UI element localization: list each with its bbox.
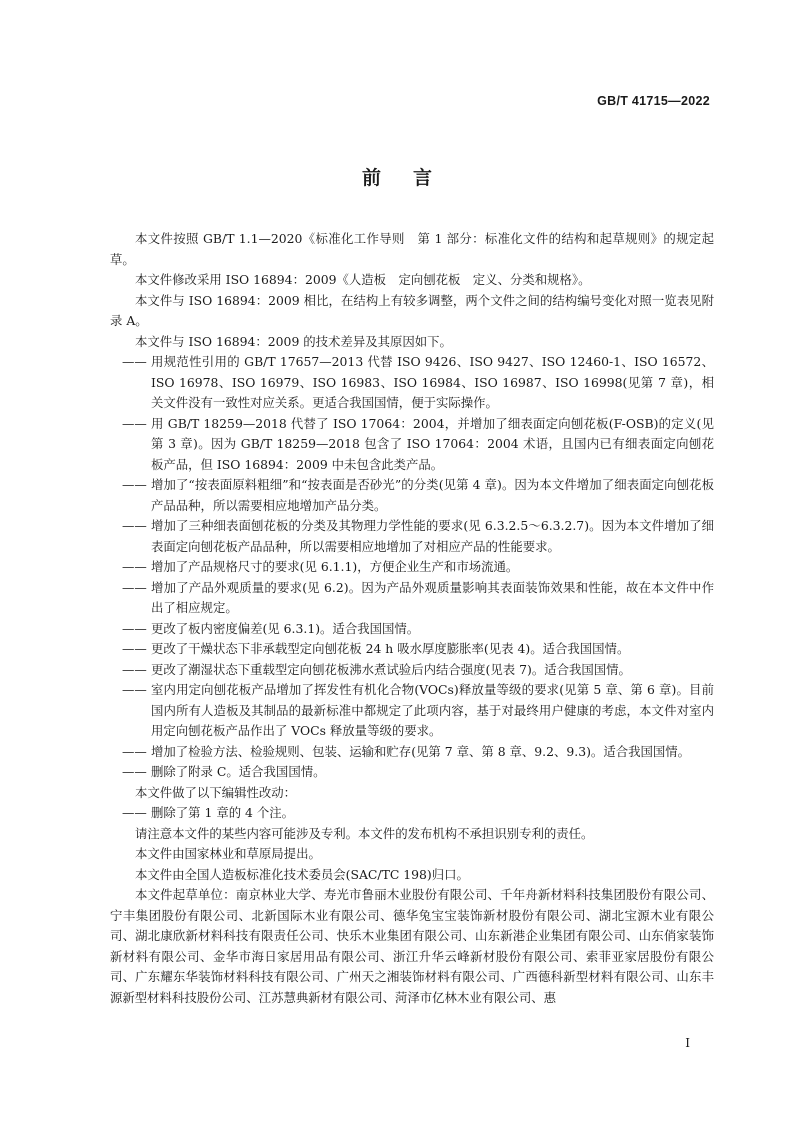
dash-mark: —— (122, 518, 147, 533)
dash-mark: —— (122, 620, 147, 636)
list-item (110, 619, 714, 640)
list-item (110, 475, 714, 516)
page-title: 前言 (361, 167, 464, 189)
dash-mark: —— (122, 641, 147, 656)
list-item (110, 762, 714, 783)
list-item (110, 352, 714, 414)
list-item-text: 增加了产品规格尺寸的要求(见 6.1.1)，方便企业生产和市场流通。 (151, 559, 519, 574)
list-item-text: 删除了附录 C。适合我国国情。 (151, 764, 326, 779)
list-item (110, 803, 714, 824)
dash-mark: —— (122, 579, 147, 595)
paragraph: 本文件按照 GB/T 1.1—2020《标准化工作导则 第 1 部分：标准化文件的结构和起草规则》的规定起草。 (110, 231, 714, 267)
list-item (110, 516, 714, 557)
paragraph: 本文件做了以下编辑性改动： (135, 784, 297, 800)
paragraph: 本文件修改采用 ISO 16894：2009《人造板 定向刨花板 定义、分类和规格》。 (135, 272, 591, 287)
paragraph: 本文件与 ISO 16894：2009 的技术差异及其原因如下。 (135, 333, 452, 349)
paragraph: 本文件由全国人造板标准化技术委员会(SAC/TC 198)归口。 (135, 866, 469, 882)
list-item-text: 增加了“按表面原料粗细”和“按表面是否砂光”的分类(见第 4 章)。因为本文件增加了细表面定向刨花板产品品种，所以需要相应地增加产品分类。 (151, 477, 714, 513)
dash-mark: —— (122, 477, 147, 492)
paragraph: 请注意本文件的某些内容可能涉及专利。本文件的发布机构不承担识别专利的责任。 (135, 825, 594, 841)
paragraph: 本文件与 ISO 16894：2009 相比，在结构上有较多调整，两个文件之间的结构编号变化对照一览表见附录 A。 (110, 292, 714, 328)
list-item-text: 增加了三种细表面刨花板的分类及其物理力学性能的要求(见 6.3.2.5～6.3.2.7)。因为本文件增加了细表面定向刨花板产品品种，所以需要相应地增加了对相应产品的性能要求。 (151, 518, 714, 554)
list-item-text: 用 GB/T 18259—2018 代替了 ISO 17064：2004，并增加了细表面定向刨花板(F-OSB)的定义(见第 3 章)。因为 GB/T 18259—2018 包含了 ISO 17064：2004 术语，且国内已有细表面定向刨花板产品，但 ISO 16894：2009 中未包含此类产品。 (151, 415, 714, 472)
list-item-text: 更改了板内密度偏差(见 6.3.1)。适合我国国情。 (151, 620, 420, 636)
list-item (110, 680, 714, 742)
dash-mark: —— (122, 415, 147, 431)
list-item (110, 660, 714, 681)
list-item-text: 删除了第 1 章的 4 个注。 (151, 805, 295, 820)
list-item-text: 更改了潮湿状态下重载型定向刨花板沸水煮试验后内结合强度(见表 7)。适合我国国情。 (151, 661, 631, 677)
list-item (110, 414, 714, 476)
list-item-text: 室内用定向刨花板产品增加了挥发性有机化合物(VOCs)释放量等级的要求(见第 5 章、第 6 章)。目前国内所有人造板及其制品的最新标准中都规定了此项内容，基于对最终用户健康的考虑，本文件对室内用定向刨花板产品作出了 VOCs 释放量等级的要求。 (151, 682, 714, 738)
list-item (110, 742, 714, 763)
list-item (110, 557, 714, 578)
page-number: Ⅰ (685, 1036, 690, 1050)
list-item-text: 增加了产品外观质量的要求(见 6.2)。因为产品外观质量影响其表面装饰效果和性能，故在本文件中作出了相应规定。 (151, 579, 714, 615)
list-item (110, 578, 714, 619)
paragraph: 本文件起草单位：南京林业大学、寿光市鲁丽木业股份有限公司、千年舟新材料科技集团股份有限公司、宁丰集团股份有限公司、北新国际木业有限公司、德华兔宝宝装饰新材股份有限公司、湖北宝源木业有限公司、湖北康欣新材料科技有限责任公司、快乐木业集团有限公司、山东新港企业集团有限公司、山东俏家装饰新材料有限公司、金华市海日家居用品有限公司、浙江升华云峰新材股份有限公司、索菲亚家居股份有限公司、广东耀东华装饰材料科技有限公司、广州天之湘装饰材料有限公司、广西德科新型材料有限公司、山东丰源新型材料科技股份公司、江苏慧典新材有限公司、菏泽市亿林木业有限公司、惠 (110, 887, 714, 1005)
dash-mark: —— (122, 682, 147, 697)
dash-mark: —— (122, 805, 147, 820)
dash-mark: —— (122, 661, 147, 677)
list-item (110, 639, 714, 660)
list-item-text: 增加了检验方法、检验规则、包装、运输和贮存(见第 7 章、第 8 章、9.2、9.3)。适合我国国情。 (151, 743, 691, 759)
paragraph: 本文件由国家林业和草原局提出。 (135, 846, 321, 861)
dash-mark: —— (122, 764, 147, 779)
dash-mark: —— (122, 354, 147, 369)
standard-code: GB/T 41715—2022 (597, 94, 710, 108)
list-item-text: 更改了干燥状态下非承载型定向刨花板 24 h 吸水厚度膨胀率(见表 4)。适合我国国情。 (151, 641, 630, 656)
document-body (110, 229, 714, 1008)
dash-mark: —— (122, 743, 147, 759)
dash-mark: —— (122, 559, 147, 574)
list-item-text: 用规范性引用的 GB/T 17657—2013 代替 ISO 9426、ISO 9427、ISO 12460-1、ISO 16572、ISO 16978、ISO 16979、ISO 16983、ISO 16984、ISO 16987、ISO 16998(见第 7 章)，相关文件没有一致性对应关系。更适合我国国情，便于实际操作。 (151, 354, 714, 410)
